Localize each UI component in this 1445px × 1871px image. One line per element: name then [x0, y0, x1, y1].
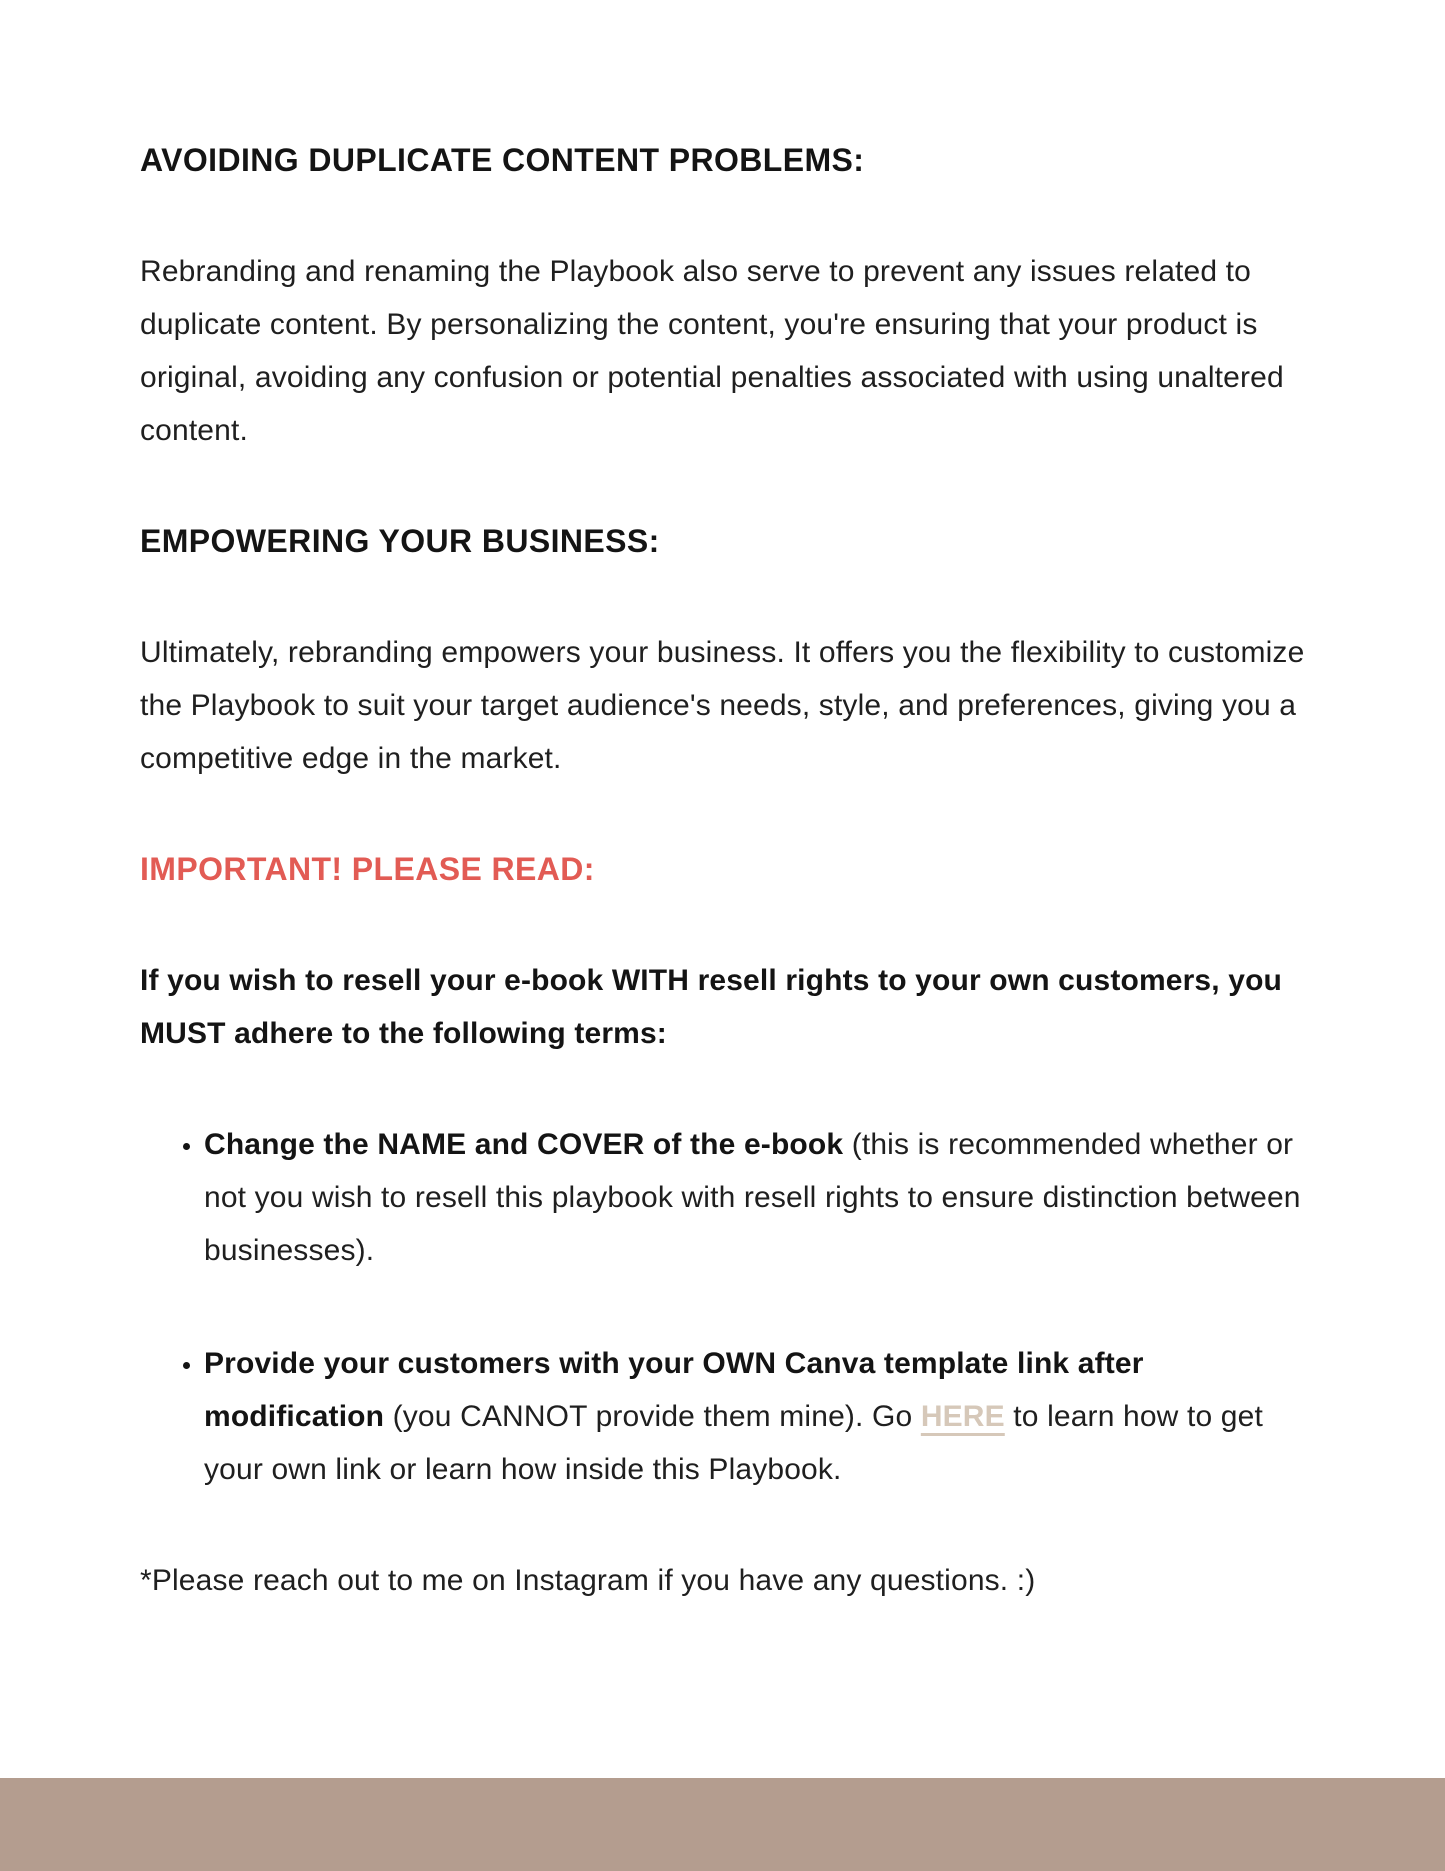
heading-empowering-business: EMPOWERING YOUR BUSINESS: [140, 523, 660, 559]
term-bold-text: Provide your customers with your OWN Canva template link after modification [204, 1347, 1144, 1433]
paragraph-resell-terms-intro: If you wish to resell your e-book WITH resell rights to your own customers, you MUST adhere to the following terms: [140, 964, 1283, 1050]
here-link[interactable]: HERE [920, 1400, 1005, 1433]
paragraph-duplicate-content: Rebranding and renaming the Playbook also serve to prevent any issues related to duplicate content. By personalizing the content, you're ensuring that your product is original, avoiding any confusion or potential penalties associated with using unaltered content. [140, 255, 1284, 447]
term-item-change-name-cover [204, 1118, 1315, 1277]
term-regular-text: to learn how to get your own link or learn how inside this Playbook. [204, 1400, 1263, 1486]
resell-terms-list [140, 1118, 1315, 1496]
footnote-instagram: *Please reach out to me on Instagram if you have any questions. :) [140, 1564, 1036, 1597]
heading-important-please-read: IMPORTANT! PLEASE READ: [140, 851, 595, 887]
term-bold-text: Change the NAME and COVER of the e-book [204, 1128, 844, 1161]
term-regular-text: (this is recommended whether or not you wish to resell this playbook with resell rights to ensure distinction between businesses). [204, 1128, 1301, 1267]
footer-bar [0, 1778, 1445, 1871]
term-regular-text: (you CANNOT provide them mine). Go [384, 1400, 921, 1433]
term-item-own-canva-link [204, 1337, 1315, 1496]
paragraph-empowering-business: Ultimately, rebranding empowers your business. It offers you the flexibility to customize the Playbook to suit your target audience's needs, style, and preferences, giving you a competitive edge in the market. [140, 636, 1305, 775]
heading-avoiding-duplicate-content: AVOIDING DUPLICATE CONTENT PROBLEMS: [140, 142, 865, 178]
